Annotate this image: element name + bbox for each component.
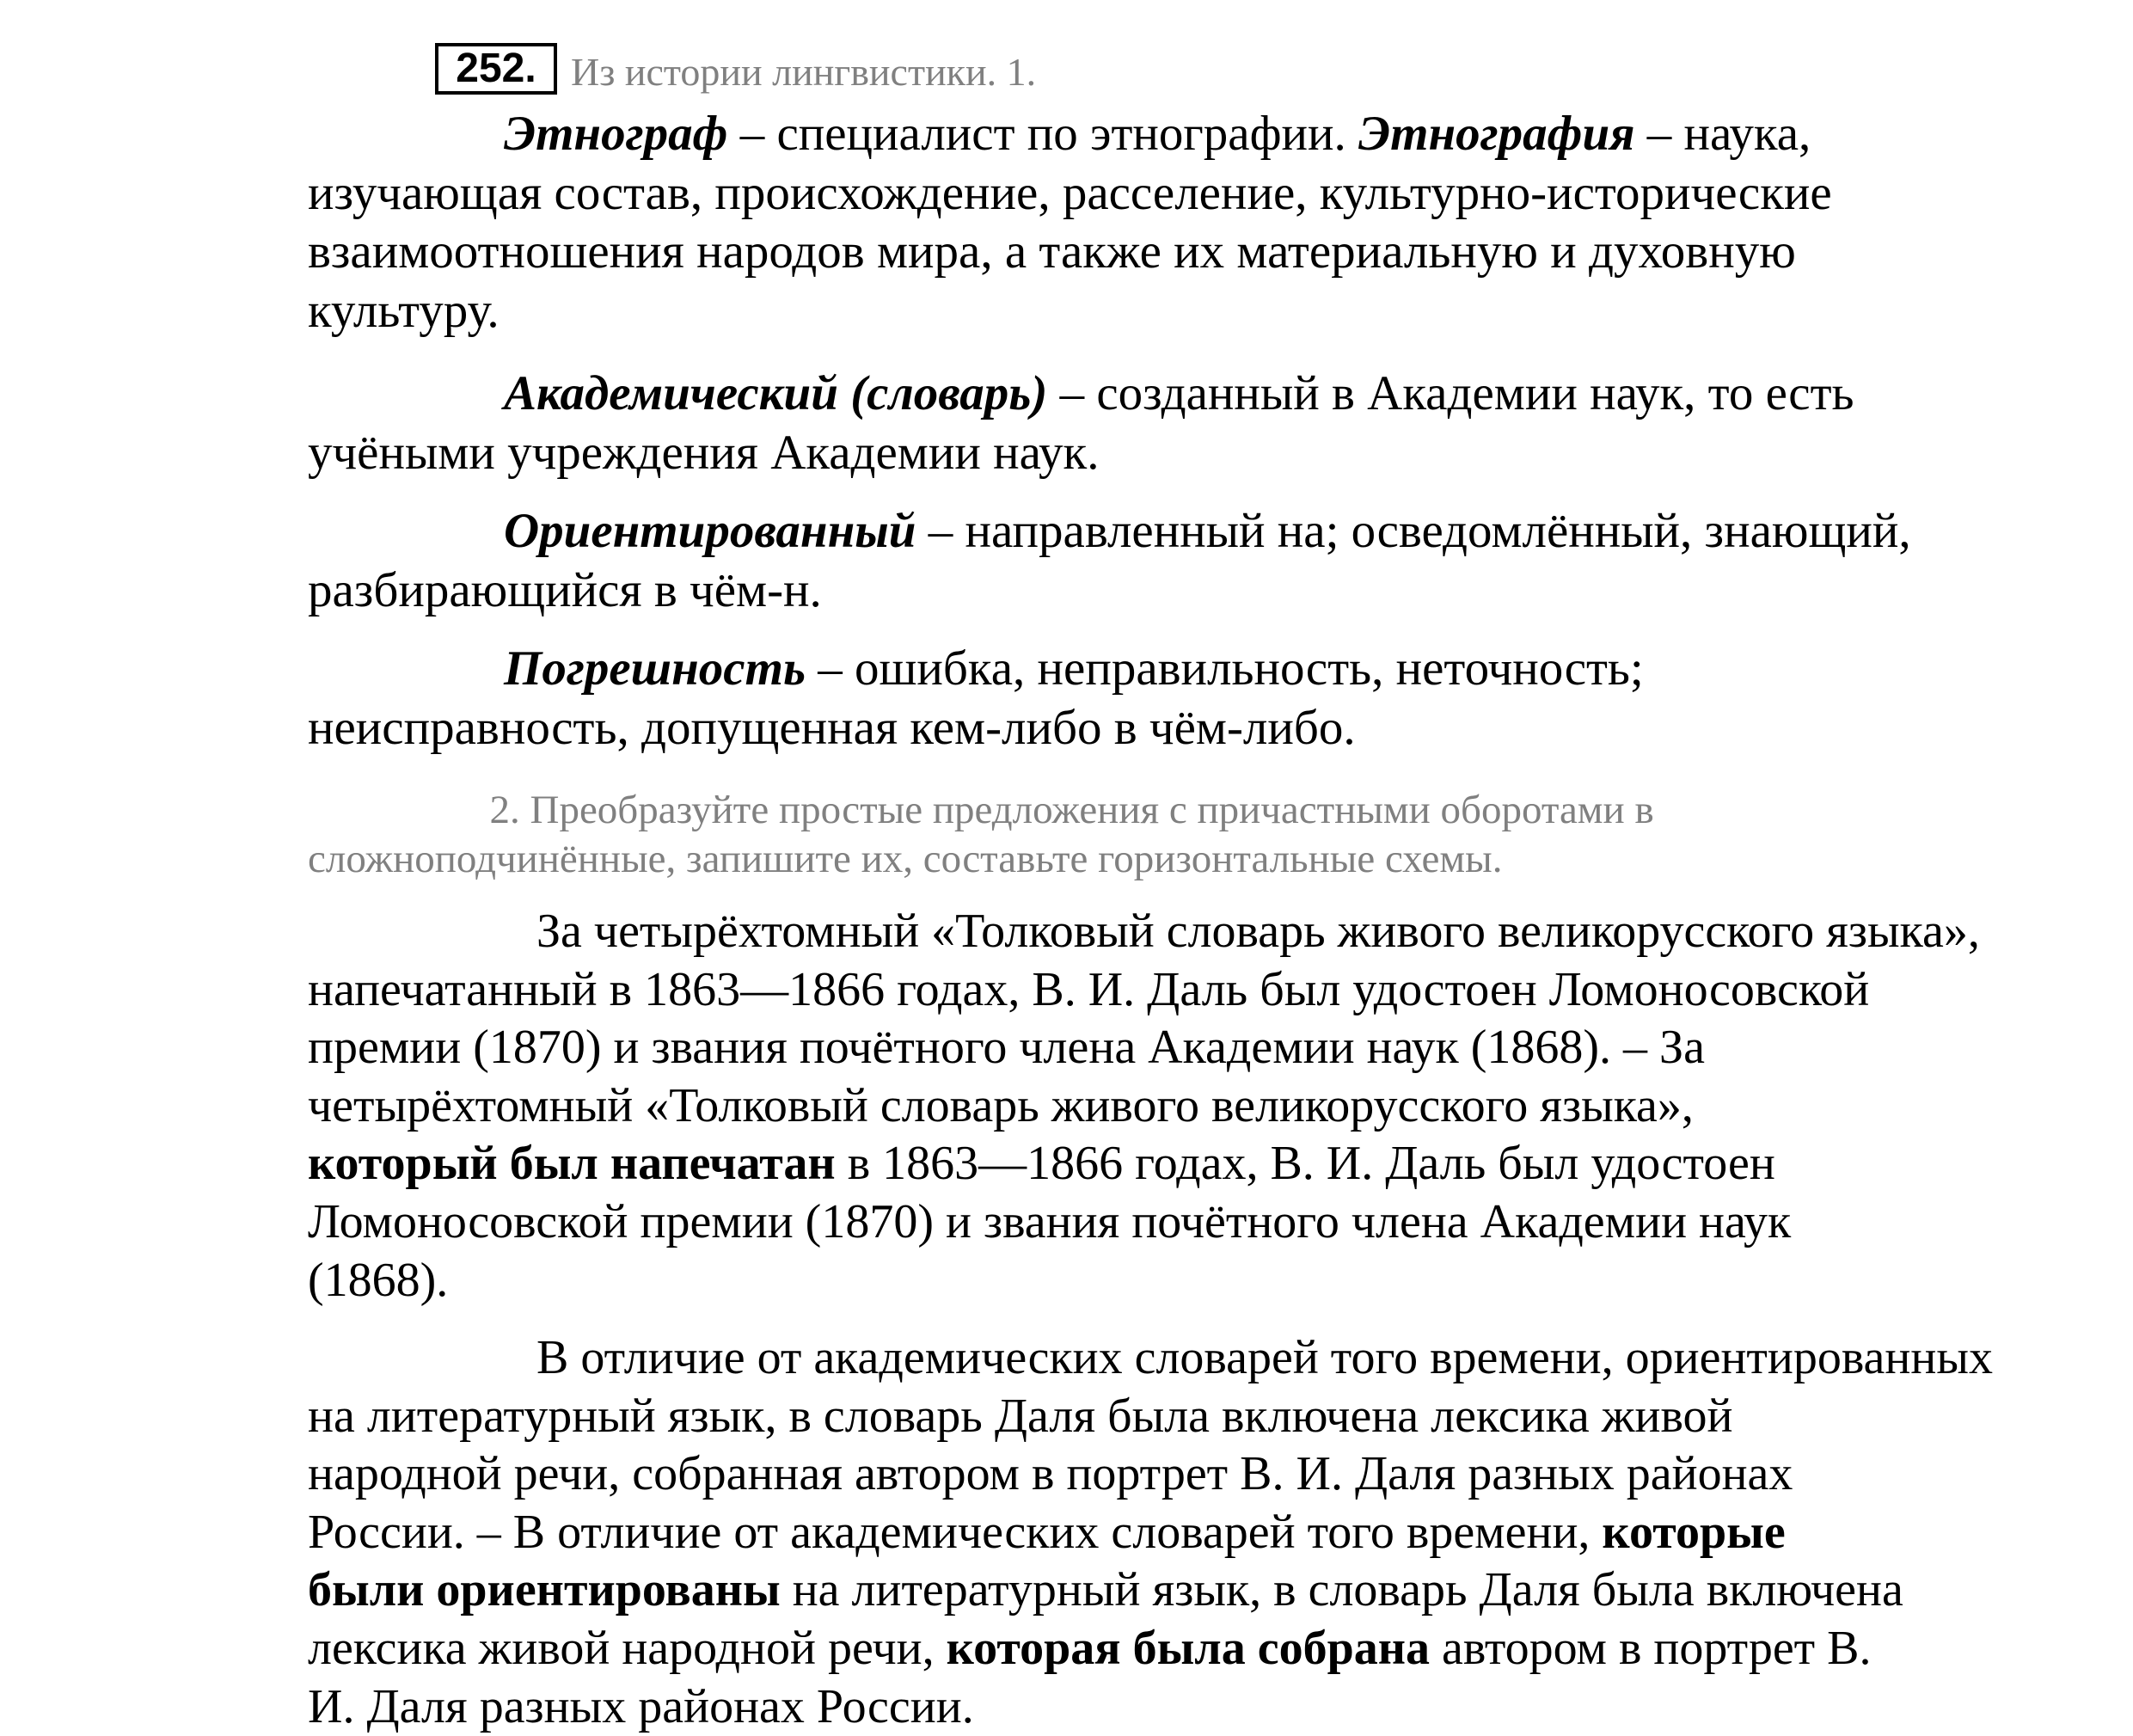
- answer-highlight: которая была собрана: [946, 1621, 1430, 1675]
- definition-text: – ошибка, неправильность, неточность; неисправность, допущенная кем-либо в чём-либо.: [308, 641, 1644, 755]
- exercise-title: Из истории лингвистики. 1.: [571, 50, 1037, 94]
- term: Этнография: [1358, 107, 1635, 161]
- answer-text: в 1863—1866 годах, В. И. Даль был удостоен Ломоносовской премии (1870) и звания почётного члена Академии наук (1868).: [308, 1137, 1792, 1307]
- answer-paragraph-1: [308, 903, 2113, 1310]
- answer-paragraph-2: [308, 1329, 2113, 1736]
- answer-text: на литературный язык, в словарь Даля была включена лексика живой народной речи,: [308, 1563, 1903, 1675]
- definition-text: – направленный на; осведомлённый, знающий, разбирающийся в чём-н.: [308, 504, 1911, 617]
- answer-highlight: который был напечатан: [308, 1137, 836, 1191]
- definition-oriented: [308, 502, 2113, 620]
- definition-text: – наука, изучающая состав, происхождение, расселение, культурно-исторические взаимоотношения народов мира, а также их материальную и духовную культуру.: [308, 107, 1832, 338]
- answer-text: За четырёхтомный «Толковый словарь живого великорусского языка», напечатанный в 1863—1866 годах, В. И. Даль был удостоен Ломоносовской премии (1870) и звания почётного члена Академии наук (1868). – За четырёхтомный «Толковый словарь живого великорусского языка»,: [308, 905, 1980, 1132]
- answer-text: В отличие от академических словарей того времени, ориентированных на литературный язык, в словарь Даля была включена лексика живой народной речи, собранная автором в портрет В. И. Даля разных районах России. – В отличие от академических словарей того времени,: [308, 1331, 1993, 1559]
- task-instruction: 2. Преобразуйте простые предложения с причастными оборотами в сложноподчинённые, запишите их, составьте горизонтальные схемы.: [308, 788, 1654, 881]
- answer-text: автором в портрет В. И. Даля разных районах России.: [308, 1621, 1872, 1733]
- exercise-number: 252.: [435, 43, 557, 95]
- definition-error: [308, 640, 2113, 758]
- term: Этнограф: [308, 107, 728, 161]
- term: Ориентированный: [308, 504, 916, 558]
- definition-academic: [308, 365, 2113, 482]
- definition-text: – созданный в Академии наук, то есть учёными учреждения Академии наук.: [308, 366, 1854, 480]
- term: Академический (словарь): [308, 366, 1048, 420]
- definition-text: – специалист по этнографии.: [727, 107, 1359, 161]
- definition-ethnograph: [308, 105, 2113, 340]
- answer-highlight: которые были ориентированы: [308, 1505, 1786, 1617]
- term: Погрешность: [308, 641, 806, 696]
